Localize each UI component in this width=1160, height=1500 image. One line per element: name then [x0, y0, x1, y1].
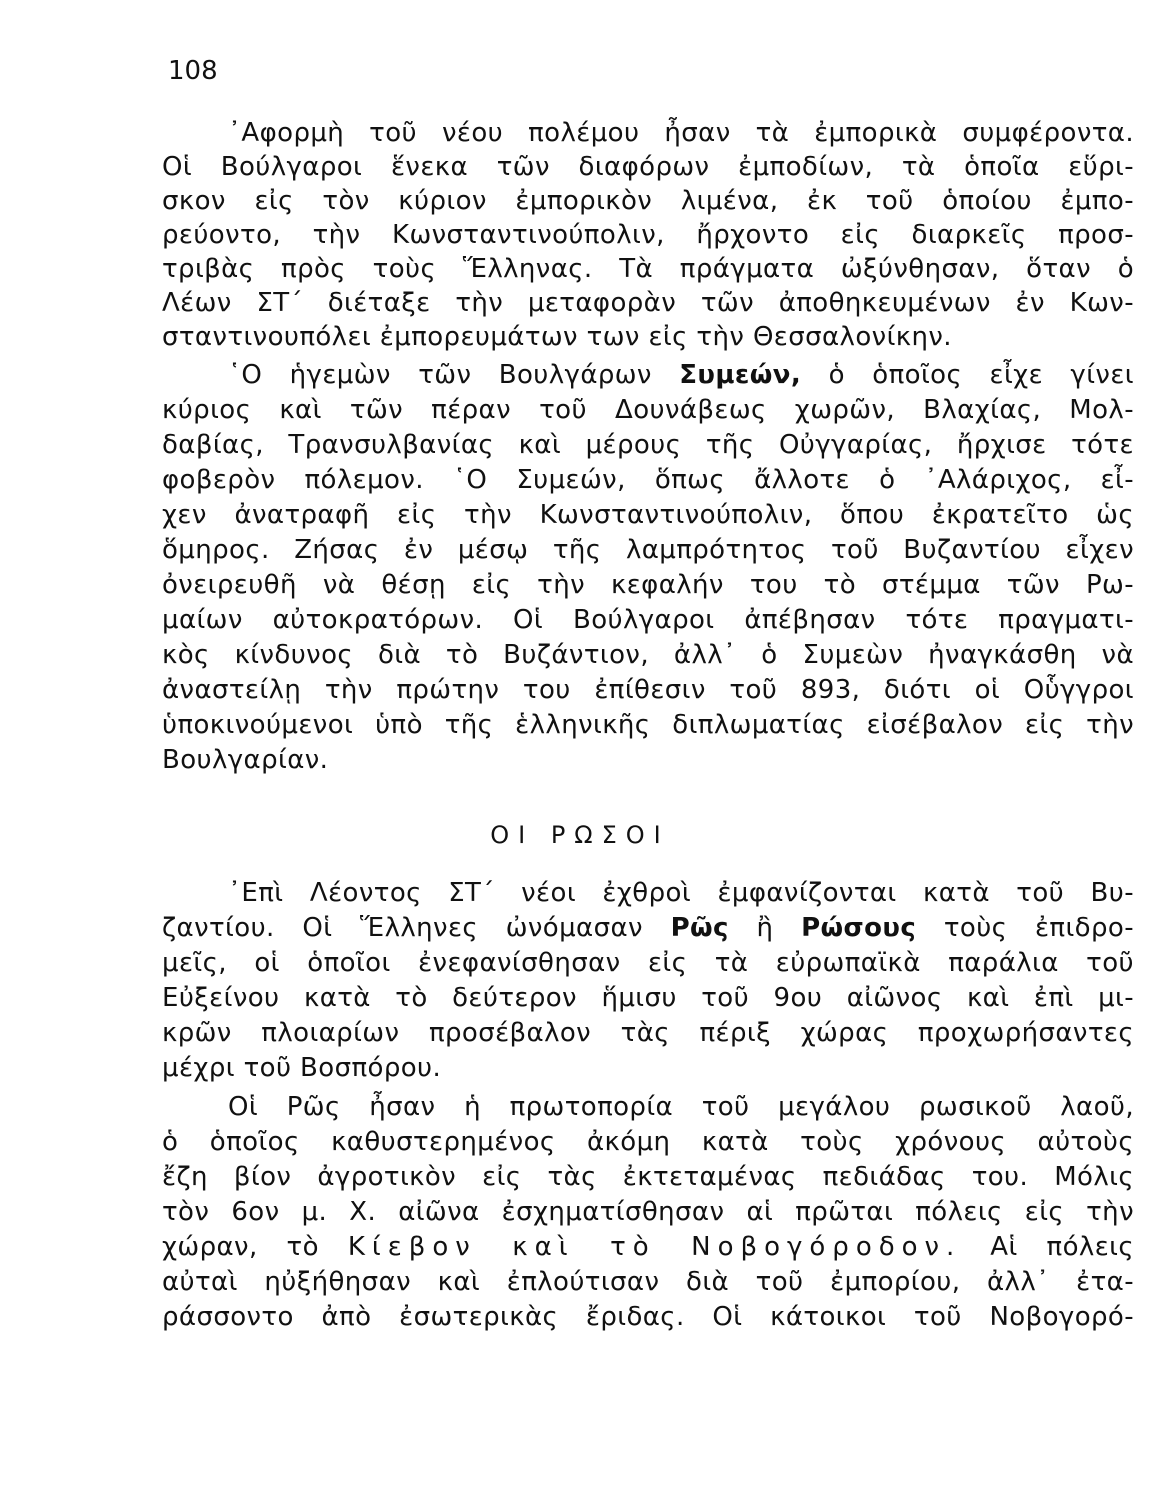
text-line	[228, 358, 1134, 392]
text-line: μαίων αὐτοκρατόρων. Οἱ Βούλγαροι ἀπέβησαν τότε πραγματι-	[162, 605, 1134, 635]
text-line: ὑποκινούμενοι ὑπὸ τῆς ἑλληνικῆς διπλωματίας εἰσέβαλον εἰς τὴν	[162, 710, 1134, 740]
text-line: ρεύοντο, τὴν Κωνσταντινούπολιν, ἤρχοντο εἰς διαρκεῖς προσ-	[162, 220, 1134, 250]
text-line: ἀναστείλῃ τὴν πρώτην του ἐπίθεσιν τοῦ 893, διότι οἱ Οὗγγροι	[162, 675, 1134, 705]
text-line: Οἱ Ρῶς ἦσαν ἡ πρωτοπορία τοῦ μεγάλου ρωσικοῦ λαοῦ,	[228, 1092, 1134, 1122]
text-line: χεν ἀνατραφῆ εἰς τὴν Κωνσταντινούπολιν, ὅπου ἐκρατεῖτο ὡς	[162, 500, 1134, 530]
text-run: ζαντίου. Οἱ Ἕλληνες ὠνόμασαν	[162, 913, 671, 943]
text-line: δαβίας, Τρανσυλβανίας καὶ μέρους τῆς Οὐγγαρίας, ἤρχισε τότε	[162, 430, 1134, 460]
text-line: σταντινουπόλει ἐμπορευμάτων των εἰς τὴν Θεσσαλονίκην.	[162, 322, 952, 352]
text-line: κύριος καὶ τῶν πέραν τοῦ Δουνάβεως χωρῶν, Βλαχίας, Μολ-	[162, 395, 1134, 425]
text-line: ᾿Επὶ Λέοντος ΣΤ΄ νέοι ἐχθροὶ ἐμφανίζονται κατὰ τοῦ Βυ-	[228, 878, 1134, 908]
text-line: κρῶν πλοιαρίων προσέβαλον τὰς πέριξ χώρας προχωρήσαντες	[162, 1018, 1134, 1048]
text-line: Εὐξείνου κατὰ τὸ δεύτερον ἥμισυ τοῦ 9ου αἰῶνος καὶ ἐπὶ μι-	[162, 983, 1134, 1013]
text-run: χώραν, τὸ	[162, 1232, 348, 1262]
text-line	[162, 911, 1134, 945]
text-line: Λέων ΣΤ΄ διέταξε τὴν μεταφορὰν τῶν ἀποθηκευμένων ἐν Κων-	[162, 288, 1134, 318]
text-run: Αἱ πόλεις	[961, 1232, 1135, 1262]
text-line: Οἱ Βούλγαροι ἕνεκα τῶν διαφόρων ἐμποδίων, τὰ ὁποῖα εὕρι-	[162, 152, 1134, 182]
text-line: ὀνειρευθῆ νὰ θέσῃ εἰς τὴν κεφαλήν του τὸ στέμμα τῶν Ρω-	[162, 570, 1134, 600]
text-line: ὅμηρος. Ζήσας ἐν μέσῳ τῆς λαμπρότητος τοῦ Βυζαντίου εἶχεν	[162, 535, 1134, 565]
text-run: ὁ ὁποῖος εἶχε γίνει	[801, 360, 1134, 390]
text-run: τοὺς ἐπιδρο-	[916, 913, 1134, 943]
text-line: αὐταὶ ηὐξήθησαν καὶ ἐπλούτισαν διὰ τοῦ ἐμπορίου, ἀλλ᾿ ἐτα-	[162, 1267, 1134, 1297]
text-line: ράσσοντο ἀπὸ ἐσωτερικὰς ἔριδας. Οἱ κάτοικοι τοῦ Νοβογορό-	[162, 1302, 1134, 1332]
text-line: ἔζη βίον ἀγροτικὸν εἰς τὰς ἐκτεταμένας πεδιάδας του. Μόλις	[162, 1162, 1134, 1192]
text-line	[162, 1230, 1134, 1264]
text-line: μέχρι τοῦ Βοσπόρου.	[162, 1053, 442, 1083]
text-line: ὁ ὁποῖος καθυστερημένος ἀκόμη κατὰ τοὺς χρόνους αὐτοὺς	[162, 1127, 1134, 1157]
bold-name: Συμεών,	[679, 360, 802, 390]
text-line: ᾿Αφορμὴ τοῦ νέου πολέμου ἦσαν τὰ ἐμπορικὰ συμφέροντα.	[228, 118, 1134, 148]
page-number: 108	[168, 56, 218, 86]
bold-name: Ρῶς	[670, 913, 729, 943]
bold-name: Ρώσους	[801, 913, 917, 943]
text-line: τὸν 6ον μ. Χ. αἰῶνα ἐσχηματίσθησαν αἱ πρῶται πόλεις εἰς τὴν	[162, 1197, 1134, 1227]
text-line: Βουλγαρίαν.	[162, 745, 329, 775]
text-run: ῾Ο ἡγεμὼν τῶν Βουλγάρων	[228, 360, 680, 390]
text-line: τριβὰς πρὸς τοὺς Ἕλληνας. Τὰ πράγματα ὠξύνθησαν, ὅταν ὁ	[162, 254, 1134, 284]
section-heading: ΟΙ ΡΩΣΟΙ	[490, 821, 670, 849]
text-line: σκον εἰς τὸν κύριον ἐμπορικὸν λιμένα, ἐκ τοῦ ὁποίου ἐμπο-	[162, 186, 1134, 216]
text-run: ἢ	[728, 913, 802, 943]
text-line: μεῖς, οἱ ὁποῖοι ἐνεφανίσθησαν εἰς τὰ εὐρωπαϊκὰ παράλια τοῦ	[162, 948, 1134, 978]
spaced-city-names: Κίεβον καὶ τὸ Νοβογόροδον.	[347, 1232, 962, 1262]
text-line: κὸς κίνδυνος διὰ τὸ Βυζάντιον, ἀλλ᾿ ὁ Συμεὼν ἠναγκάσθη νὰ	[162, 640, 1134, 670]
text-line: φοβερὸν πόλεμον. ῾Ο Συμεών, ὅπως ἄλλοτε ὁ ᾿Αλάριχος, εἶ-	[162, 465, 1134, 495]
